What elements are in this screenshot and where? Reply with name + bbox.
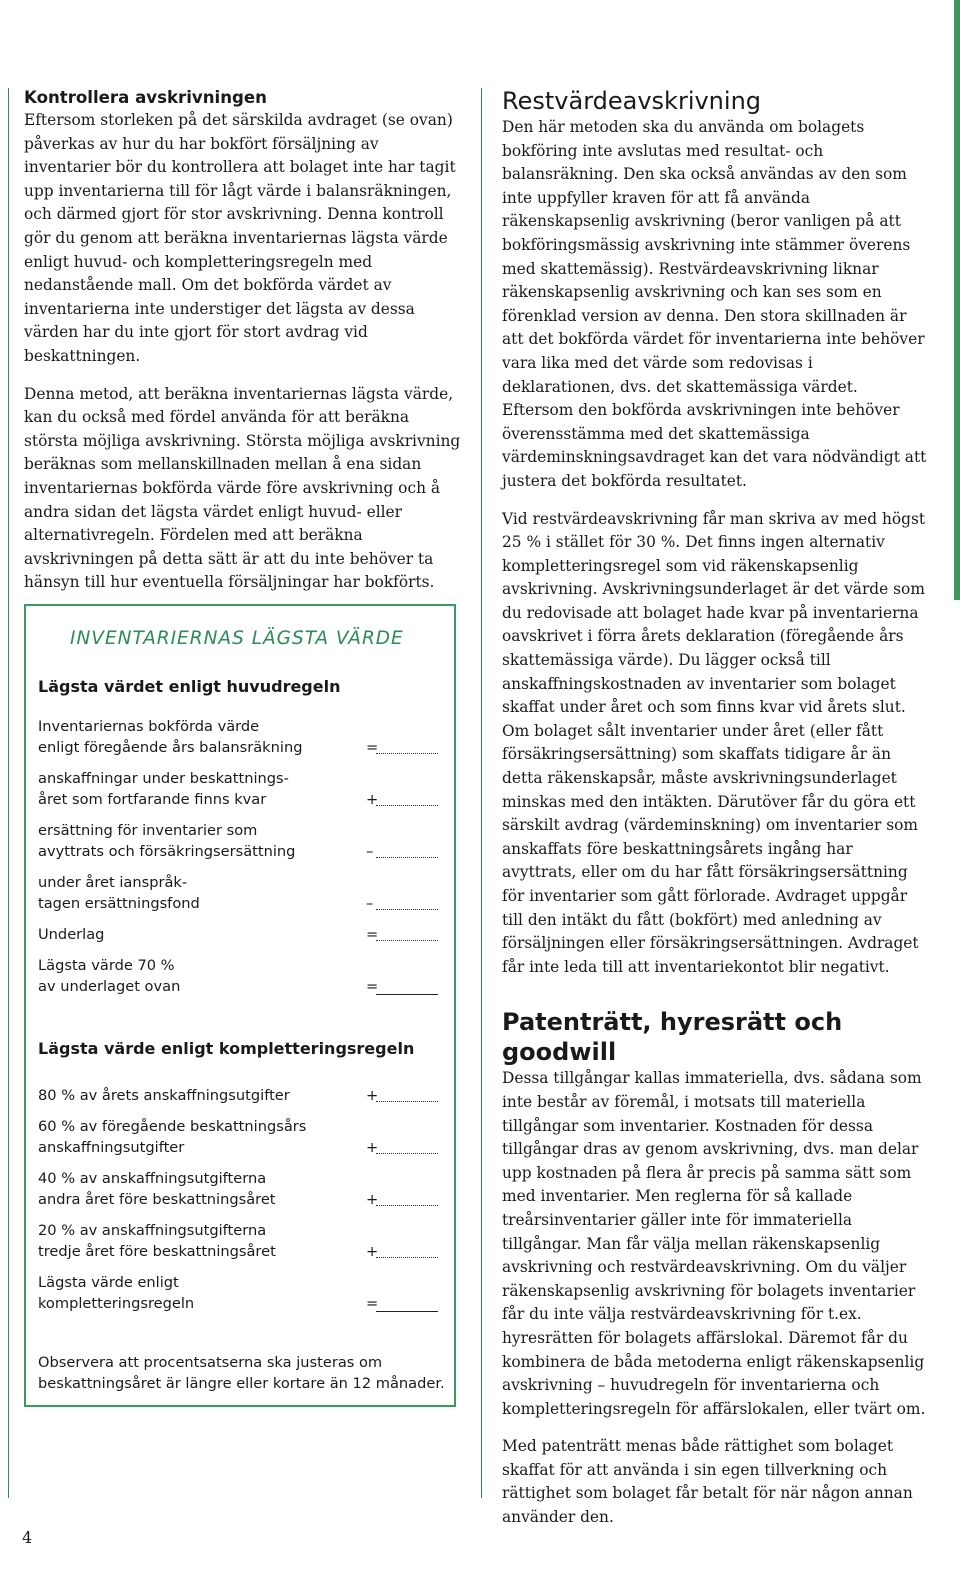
section-main-rule: Lägsta värdet enligt huvudregeln [38, 677, 341, 696]
fill-in-field[interactable] [376, 1205, 438, 1206]
row-operator: + [366, 1139, 379, 1156]
row-label-2: tredje året före beskattningsåret [38, 1243, 276, 1260]
fill-in-field[interactable] [376, 1101, 438, 1102]
row-label-1: anskaffningar under beskattnings- [38, 770, 289, 787]
paragraph: Eftersom storleken på det särskilda avdraget (se ovan) påverkas av hur du har bokfört försäljning av inventarier bör du kontrollera att bolaget inte har tagit upp inventarierna till för lågt värde i balansräkningen, och därmed gjort för stor avskrivning. Denna kontroll gör du genom att beräkna inventariernas lägsta värde enligt huvud- och kompletteringsregeln med nedanstående mall. Om det bokförda värdet av inventarierna inte understiger det lägsta av dessa värden har du inte gjort för stort avdrag vid beskattningen. [24, 111, 456, 365]
row-label-1: ersättning för inventarier som [38, 822, 258, 839]
paragraph: Vid restvärdeavskrivning får man skriva av med högst 25 % i stället för 30 %. Det finns ingen alternativ kompletteringsregel som vid räkenskapsenlig avskrivning. Avskrivningsunderlaget är det värde som du redovisade att bolaget hade kvar på inventarierna oavskrivet i förra årets deklaration (föregående års skattemässiga värde). Du lägger också till anskaffningskostnaden av inventarier som bolaget skaffat under året och som finns kvar vid årets slut. Om bolaget sålt inventarier under året (eller fått försäkringsersättning) som skaffats tidigare år än detta räkenskapsår, måste avskrivningsunderlaget minskas med den intäkten. Därutöver får du göra ett särskilt avdrag (värdeminskning) om inventarier som anskaffats före beskattningsårets ingång har avyttrats, eller om du har fått försäkringsersättning för inventarier som gått förlorade. Avdraget uppgår till den intäkt du fått (bokfört) med anledning av försäljningen eller försäkringsersättningen. Avdraget får inte leda till att inventariekontot blir negativt. [502, 509, 926, 976]
fill-in-field[interactable] [376, 753, 438, 754]
row-label-1: Underlag [38, 926, 105, 943]
form-row [38, 820, 438, 862]
fill-in-field[interactable] [376, 805, 438, 806]
result-field[interactable] [376, 1311, 438, 1312]
fill-in-field[interactable] [376, 909, 438, 910]
row-label-2: enligt föregående års balansräkning [38, 739, 303, 756]
form-row [38, 716, 438, 758]
row-operator: = [366, 739, 379, 756]
heading-restvarde: Restvärdeavskrivning [502, 87, 762, 115]
row-label-1: under året ianspråk- [38, 874, 188, 891]
paragraph: Den här metoden ska du använda om bolagets bokföring inte avslutas med resultat- och balansräkning. Den ska också användas av den som inte uppfyller kraven för att få använda räkenskapsenlig avskrivning (beror vanligen på att bokföringsmässig avskrivning inte stämmer överens med skattemässig). Restvärdeavskrivning liknar räkenskapsenlig avskrivning och kan ses som en förenklad version av denna. Den stora skillnaden är att det bokförda värdet för inventarierna inte behöver vara lika med det värde som redovisas i deklarationen, dvs. det skattemässiga värdet. Eftersom den bokförda avskrivningen inte behöver överensstämma med det skattemässiga värdeminskningsavdraget kan det vara nödvändigt att justera det bokförda resultatet. [502, 118, 927, 490]
row-label-1: Lägsta värde 70 % [38, 957, 175, 974]
left-column-rule [8, 88, 9, 1498]
row-label-1: 40 % av anskaffningsutgifterna [38, 1170, 267, 1187]
row-operator: = [366, 978, 379, 995]
edge-color-bar [954, 0, 960, 600]
form-row [38, 872, 438, 914]
row-operator: – [366, 843, 374, 860]
paragraph: Dessa tillgångar kallas immateriella, dvs. sådana som inte består av föremål, i motsats till materiella tillgångar som inventarier. Kostnaden för dessa tillgångar dras av genom avskrivning, dvs. man delar upp kostnaden på flera år precis på samma sätt som med inventarier. Men reglerna för så kallade treårsinventarier gäller inte för immateriella tillgångar. Man får välja mellan räkenskapsenlig avskrivning och restvärdeavskrivning. Om du väljer räkenskapsenlig avskrivning för bolagets inventarier får du inte välja restvärdeavskrivning för t.ex. hyresrätten för bolagets affärslokal. Däremot får du kombinera de båda metoderna enligt räkenskapsenlig avskrivning – huvudregeln för inventarierna och kompletteringsregeln för affärslokalen, eller tvärt om. [502, 1069, 926, 1418]
row-label-2: anskaffningsutgifter [38, 1139, 185, 1156]
box-note: Observera att procentsatserna ska justeras om beskattningsåret är längre eller kortare än 12 månader. [38, 1354, 445, 1392]
form-row [38, 1168, 438, 1210]
row-label-1: 20 % av anskaffningsutgifterna [38, 1222, 267, 1239]
heading-kontrollera: Kontrollera avskrivningen [24, 88, 267, 107]
fill-in-field[interactable] [376, 940, 438, 941]
paragraph: Med patenträtt menas både rättighet som bolaget skaffat för att använda i sin egen tillverkning och rättighet som bolaget får betalt för när någon annan använder den. [502, 1437, 913, 1527]
page-number: 4 [22, 1528, 33, 1547]
right-column [502, 86, 927, 1544]
fill-in-field[interactable] [376, 1257, 438, 1258]
form-row [38, 1220, 438, 1262]
form-row [38, 955, 438, 997]
row-operator: = [366, 1295, 379, 1312]
heading-patentratt: Patenträtt, hyresrätt och goodwill [502, 1008, 843, 1067]
left-column [24, 86, 464, 609]
row-label-2: året som fortfarande finns kvar [38, 791, 267, 808]
row-operator: + [366, 1243, 379, 1260]
row-operator: – [366, 895, 374, 912]
form-row [38, 924, 438, 945]
paragraph: Denna metod, att beräkna inventariernas lägsta värde, kan du också med fördel använda för att beräkna största möjliga avskrivning. Största möjliga avskrivning beräknas som mellanskillnaden mellan å ena sidan inventariernas bokförda värde före avskrivning och å andra sidan det lägsta värdet enligt huvud- eller alternativregeln. Fördelen med att beräkna avskrivningen på detta sätt är att du inte behöver ta hänsyn till hur eventuella försäljningar har bokförts. [24, 384, 461, 592]
box-title: INVENTARIERNAS LÄGSTA VÄRDE [70, 628, 404, 649]
row-operator: + [366, 791, 379, 808]
form-row [38, 1085, 438, 1106]
section-complement-rule: Lägsta värde enligt kompletteringsregeln [38, 1039, 415, 1058]
fill-in-field[interactable] [376, 857, 438, 858]
row-label-1: 60 % av föregående beskattningsårs [38, 1118, 307, 1135]
row-label-2: avyttrats och försäkringsersättning [38, 843, 296, 860]
form-row [38, 768, 438, 810]
row-label-2: andra året före beskattningsåret [38, 1191, 276, 1208]
result-field[interactable] [376, 994, 438, 995]
fill-in-field[interactable] [376, 1153, 438, 1154]
form-row [38, 1116, 438, 1158]
row-label-1: Lägsta värde enligt [38, 1274, 179, 1291]
row-label-2: tagen ersättningsfond [38, 895, 200, 912]
middle-column-rule [481, 88, 482, 1498]
lowest-value-form-box [24, 604, 456, 1407]
row-label-2: av underlaget ovan [38, 978, 181, 995]
row-operator: + [366, 1087, 379, 1104]
row-operator: + [366, 1191, 379, 1208]
row-label-1: Inventariernas bokförda värde [38, 718, 260, 735]
form-row [38, 1272, 438, 1314]
row-operator: = [366, 926, 379, 943]
row-label-1: 80 % av årets anskaffningsutgifter [38, 1087, 290, 1104]
row-label-2: kompletteringsregeln [38, 1295, 195, 1312]
